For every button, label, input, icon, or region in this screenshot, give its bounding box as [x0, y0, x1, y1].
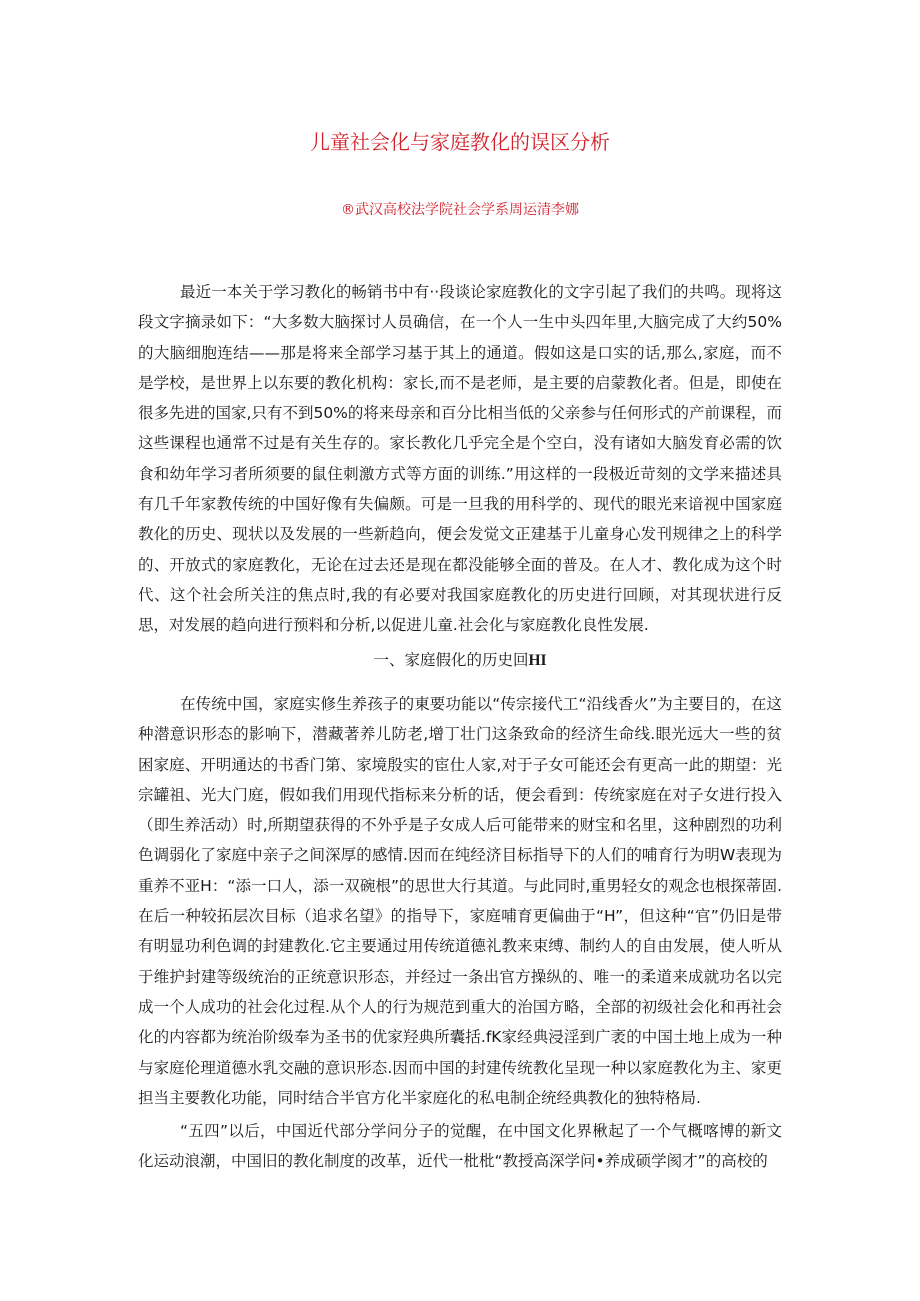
- author-byline: ®武汉高校法学院社会学系周运清李娜: [341, 202, 579, 218]
- page-title: 儿童社会化与家庭教化的误区分析: [310, 130, 610, 154]
- paragraph-intro: 最近一本关于学习教化的畅销书中有··段谈论家庭教化的文字引起了我们的共鸣。现将这段文字摘录如下：“大多数大脑探讨人员确信，在一个人一生中头四年里,大脑完成了大约50%的大脑细胞连结——那是将来全部学习基于其上的通道。假如这是口实的话,那么,家庭，而不是学校，是世界上以东要的教化机构：家长,而不是老师，是主要的启蒙教化者。但是，即使在很多先进的国家,只有不到50%的将来母亲和百分比相当低的父亲参与任何形式的产前课程，而这些课程也通常不过是有关生存的。家长教化几乎完全是个空白，没有诸如大脑发育必需的饮食和幼年学习者所须要的鼠住刺激方式等方面的训练.”用这样的一段极近苛刻的文学来描述具有几千年家教传统的中国好像有失偏颇。可是一旦我的用科学的、现代的眼光来谙视中国家庭教化的历史、现状以及发展的一些新趋向，便会发觉文正建基于儿童身心发刊规律之上的科学的、开放式的家庭教化，无论在过去还是现在都没能够全面的普及。在人才、教化成为这个时代、这个社会所关注的焦点时,我的有必要对我国家庭教化的历史进行回顾，对其现状进行反思，对发展的趋向进行预料和分析,以促进儿童.社会化与家庭教化良性发展.: [138, 283, 782, 635]
- section-heading-suffix: HI: [528, 652, 547, 669]
- paragraph-may-fourth: “五四”以后，中国近代部分学问分子的觉醒，在中国文化界楸起了一个气概喀博的新文化运动浪潮，中国旧的教化制度的改革，近代一枇枇“教授高深学问•养成硕学阂才”的高校的: [138, 1122, 782, 1171]
- section-number: 一、: [373, 651, 405, 669]
- section-heading: [0, 647, 920, 674]
- section-heading-text: 家庭假化的历史回: [404, 651, 529, 669]
- paragraph-traditional-china: 在传统中国，家庭实修生养孩子的東要功能以“传宗接代工“沿线香火”为主要目的，在这种潜意识形态的影响下，潜藏著养儿防老,增丁壮门这条致命的经济生命线.眼光远大一些的贫困家庭、开明通达的书香门第、家境殷实的宦仕人家,对于子女可能还会有更高一此的期望：光宗罐祖、光大门庭，假如我们用现代指标来分析的话，便会看到：传统家庭在对子女进行投入（即生养活动）时,所期望获得的不外乎是子女成人后可能带来的财宝和名里，这种剧烈的功利色调弱化了家庭中亲子之间深厚的感情.因而在纯经济目标指导下的人们的哺育行为明W表现为重养不亚H：“添一口人，添一双碗根”的思世大行其道。与此同时,重男轻女的观念也根探蒂固.在后一种较拓层次目标（追求名望》的指导下，家庭哺育更偏曲于“H”，但这种“官”仍旧是带有明显功利色调的封建教化.它主要通过用传统道德礼教来束缚、制约人的自由发展，使人听从于维护封建等级统治的正统意识形态，并经过一条出官方操纵的、唯一的柔道来成就功名以完成一个人成功的社会化过程.从个人的行为规范到重大的治国方略，全部的初级社会化和再社会化的内容都为统治阶级奉为圣书的优家羟典所囊括.fK家经典浸淫到广袤的中国土地上成为一种与家庭伦理道德水乳交融的意识形态.因而中国的封建传统教化呈现一种以家庭教化为主、家更担当主要教化功能，同时结合半官方化半家庭化的私电制企统经典教化的独特格局.: [138, 695, 782, 1107]
